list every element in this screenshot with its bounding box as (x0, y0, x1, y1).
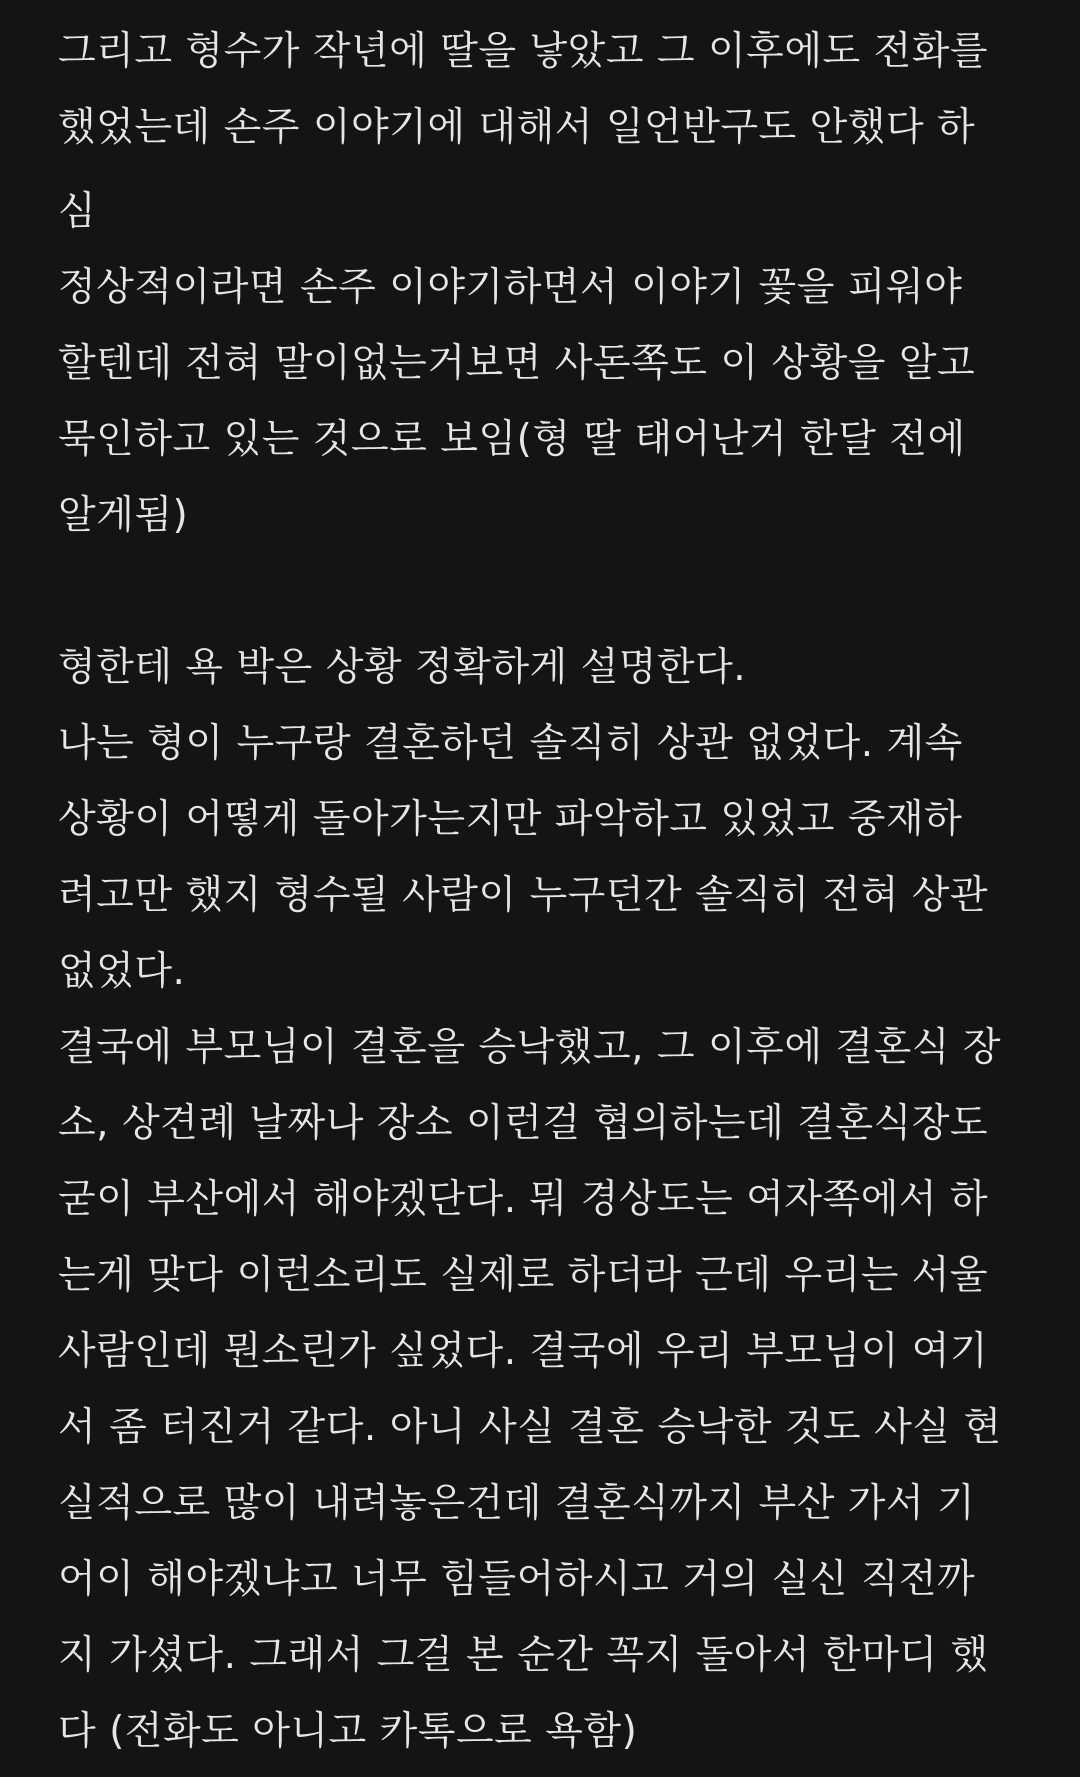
post-line: 알게됨) (58, 493, 189, 538)
post-line: 다 (전화도 아니고 카톡으로 욕함) (58, 1709, 638, 1754)
post-line: 했었는데 손주 이야기에 대해서 일언반구도 안했다 하 (58, 105, 976, 150)
post-line: 서 좀 터진거 같다. 아니 사실 결혼 승낙한 것도 사실 현 (58, 1405, 1002, 1450)
post-line: 지 가셨다. 그래서 그걸 본 순간 꼭지 돌아서 한마디 했 (58, 1633, 989, 1678)
post-body (58, 14, 1038, 1770)
post-line: 상황이 어떻게 돌아가는지만 파악하고 있었고 중재하 (58, 797, 963, 842)
post-line: 어이 해야겠냐고 너무 힘들어하시고 거의 실신 직전까 (58, 1557, 976, 1602)
post-line: 결국에 부모님이 결혼을 승낙했고, 그 이후에 결혼식 장 (58, 1025, 1002, 1070)
post-line: 는게 맞다 이런소리도 실제로 하더라 근데 우리는 서울 (58, 1253, 989, 1298)
post-line: 심 (58, 189, 97, 234)
post-line: 사람인데 뭔소린가 싶었다. 결국에 우리 부모님이 여기 (58, 1329, 989, 1374)
post-line: 려고만 했지 형수될 사람이 누구던간 솔직히 전혀 상관 (58, 873, 989, 918)
paragraph-gap (58, 554, 1038, 630)
post-line: 형한테 욕 박은 상황 정확하게 설명한다. (58, 645, 747, 690)
post-line: 소, 상견례 날짜나 장소 이런걸 협의하는데 결혼식장도 (58, 1101, 989, 1146)
post-line: 할텐데 전혀 말이없는거보면 사돈쪽도 이 상황을 알고 (58, 341, 976, 386)
post-line: 그리고 형수가 작년에 딸을 낳았고 그 이후에도 전화를 (58, 29, 989, 74)
post-line: 묵인하고 있는 것으로 보임(형 딸 태어난거 한달 전에 (58, 417, 966, 462)
post-line: 없었다. (58, 949, 186, 994)
post-line: 나는 형이 누구랑 결혼하던 솔직히 상관 없었다. 계속 (58, 721, 963, 766)
post-line: 정상적이라면 손주 이야기하면서 이야기 꽃을 피워야 (58, 265, 963, 310)
post-line: 실적으로 많이 내려놓은건데 결혼식까지 부산 가서 기 (58, 1481, 976, 1526)
post-line: 굳이 부산에서 해야겠단다. 뭐 경상도는 여자쪽에서 하 (58, 1177, 989, 1222)
